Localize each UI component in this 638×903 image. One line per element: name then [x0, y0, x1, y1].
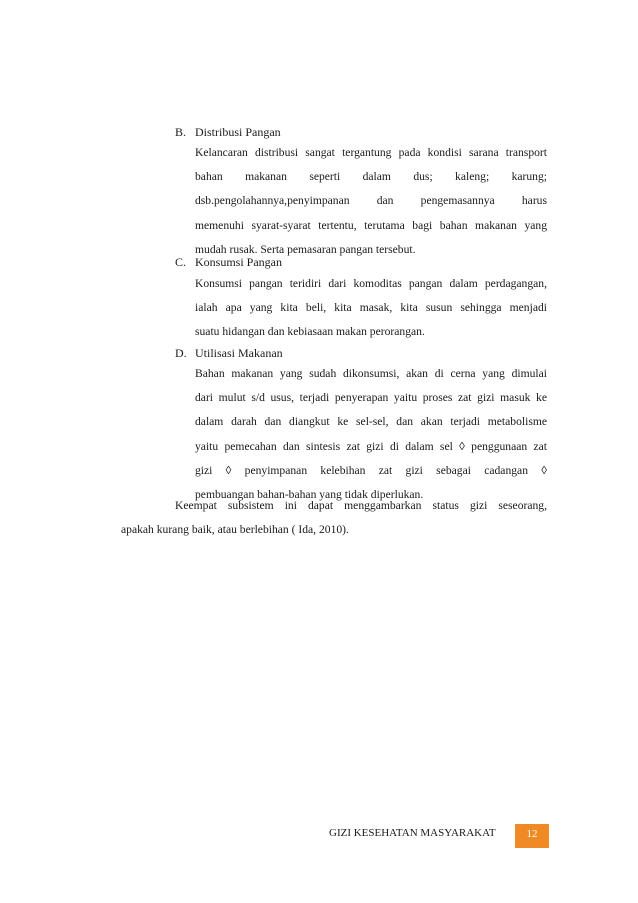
section-heading-utilisasi: [175, 345, 283, 361]
text-line: dalam darah dan diangkut ke sel-sel, dan akan terjadi metabolisme: [195, 415, 547, 429]
text-line: apakah kurang baik, atau berlebihan ( Ida, 2010).: [121, 523, 349, 536]
section-letter: B.: [175, 125, 187, 139]
text-line: memenuhi syarat-syarat tertentu, terutama bagi bahan makanan yang: [195, 218, 547, 232]
section-letter: D.: [175, 346, 187, 360]
text-line: gizi ◊ penyimpanan kelebihan zat gizi sebagai cadangan ◊: [195, 463, 547, 477]
text-line: suatu hidangan dan kebiasaan makan perorangan.: [195, 325, 425, 339]
section-title: Utilisasi Makanan: [195, 346, 283, 360]
closing-paragraph-continuation: [121, 518, 547, 542]
section-body-konsumsi: [195, 272, 547, 345]
text-line: pembuangan bahan-bahan yang tidak diperlukan.: [195, 487, 424, 501]
section-body-distribusi: [195, 141, 547, 262]
section-heading-konsumsi: [175, 254, 282, 270]
section-heading-distribusi: [175, 124, 281, 140]
page-number-badge: [515, 824, 549, 848]
section-body-utilisasi: [195, 362, 547, 507]
page-footer: [0, 824, 638, 848]
text-line: Konsumsi pangan teridiri dari komoditas pangan dalam perdagangan,: [195, 277, 547, 290]
text-line: ialah apa yang kita beli, kita masak, kita susun sehingga menjadi: [195, 301, 547, 315]
section-title: Konsumsi Pangan: [195, 255, 282, 269]
text-line: dsb.pengolahannya,penyimpanan dan pengemasannya harus: [195, 194, 547, 208]
closing-paragraph: [175, 494, 547, 518]
text-line: mudah rusak. Serta pemasaran pangan tersebut.: [195, 242, 416, 256]
text-line: bahan makanan seperti dalam dus; kaleng; karung;: [195, 170, 547, 184]
text-line: Bahan makanan yang sudah dikonsumsi, akan di cerna yang dimulai: [195, 367, 547, 380]
text-line: Keempat subsistem ini dapat menggambarkan status gizi seseorang,: [175, 499, 547, 512]
section-title: Distribusi Pangan: [195, 125, 281, 139]
text-line: yaitu pemecahan dan sintesis zat gizi di dalam sel ◊ penggunaan zat: [195, 439, 547, 453]
section-letter: C.: [175, 255, 187, 269]
text-line: Kelancaran distribusi sangat tergantung pada kondisi sarana transport: [195, 146, 547, 159]
page-number: 12: [526, 828, 538, 840]
text-line: dari mulut s/d usus, terjadi penyerapan yaitu proses zat gizi masuk ke: [195, 391, 547, 405]
footer-title: GIZI KESEHATAN MASYARAKAT: [329, 827, 496, 839]
